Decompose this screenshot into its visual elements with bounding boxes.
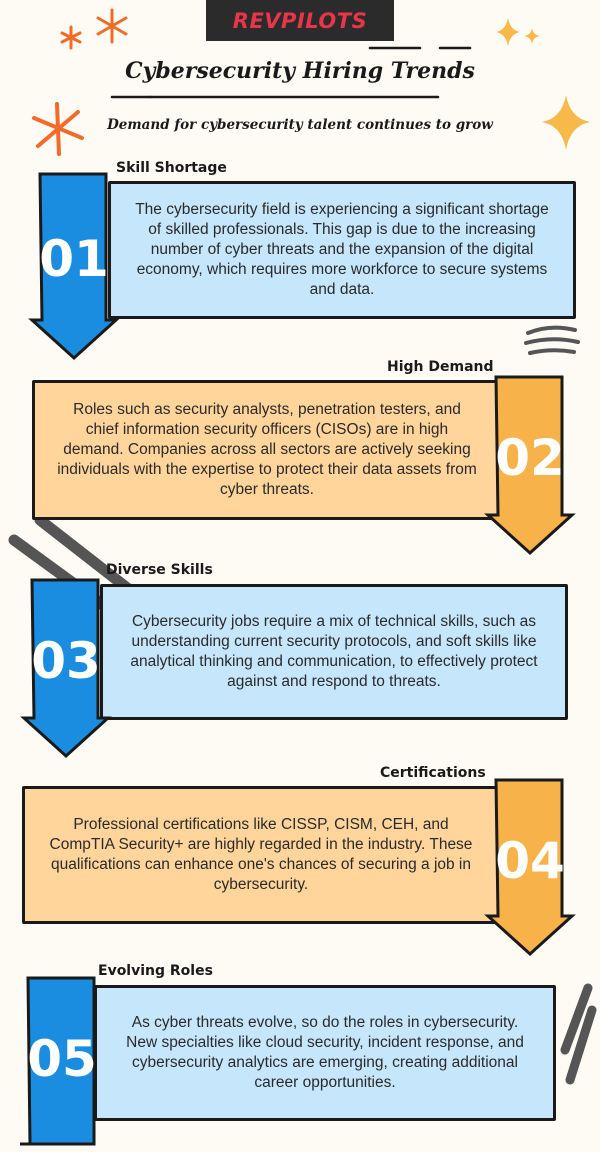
section-heading-2: High Demand [387, 359, 494, 375]
section-number-5: 05 [27, 1030, 97, 1088]
section-box-4: Professional certifications like CISSP, CISM, CEH, and CompTIA Security+ are highly regarded in the industry. These qualifications can enhance one's chances of securing a job in cybersecurity. [22, 786, 500, 924]
arrow-marker-1 [28, 172, 120, 362]
section-box-2: Roles such as security analysts, penetration testers, and chief information security officers (CISOs) are in high demand. Companies across all sectors are actively seeking individuals with the expertise to protect their data assets from cyber threats. [32, 380, 502, 520]
section-number-3: 03 [31, 632, 101, 690]
arrow-marker-4 [484, 778, 576, 958]
arrow-marker-2 [484, 375, 576, 557]
star-icon [62, 10, 126, 48]
page-subtitle: Demand for cybersecurity talent continues to grow [107, 117, 493, 133]
section-heading-5: Evolving Roles [98, 963, 213, 979]
brand-name: REVPILOTS [232, 8, 368, 33]
slash-lines-icon [565, 988, 592, 1080]
section-heading-4: Certifications [380, 765, 486, 781]
arrow-marker-3 [20, 578, 112, 760]
section-number-2: 02 [495, 429, 565, 487]
section-box-3: Cybersecurity jobs require a mix of technical skills, such as understanding current security protocols, and soft skills like analytical thinking and communication, to effectively protect against and respond to threats. [100, 584, 568, 720]
brand-logo [206, 0, 394, 41]
page-title: Cybersecurity Hiring Trends [125, 58, 475, 84]
section-heading-1: Skill Shortage [116, 160, 227, 176]
section-heading-3: Diverse Skills [106, 562, 213, 578]
arrow-marker-5 [16, 976, 108, 1148]
section-number-4: 04 [495, 832, 565, 890]
section-box-5: As cyber threats evolve, so do the roles in cybersecurity. New specialties like cloud security, incident response, and cybersecurity analytics are emerging, creating additional career opportunities. [94, 985, 556, 1121]
section-box-1: The cybersecurity field is experiencing a significant shortage of skilled professionals. This gap is due to the increasing number of cyber threats and the expansion of the digital economy, which requires more workforce to secure systems and data. [108, 181, 576, 319]
motion-lines-icon [526, 328, 578, 353]
section-number-1: 01 [39, 230, 109, 288]
